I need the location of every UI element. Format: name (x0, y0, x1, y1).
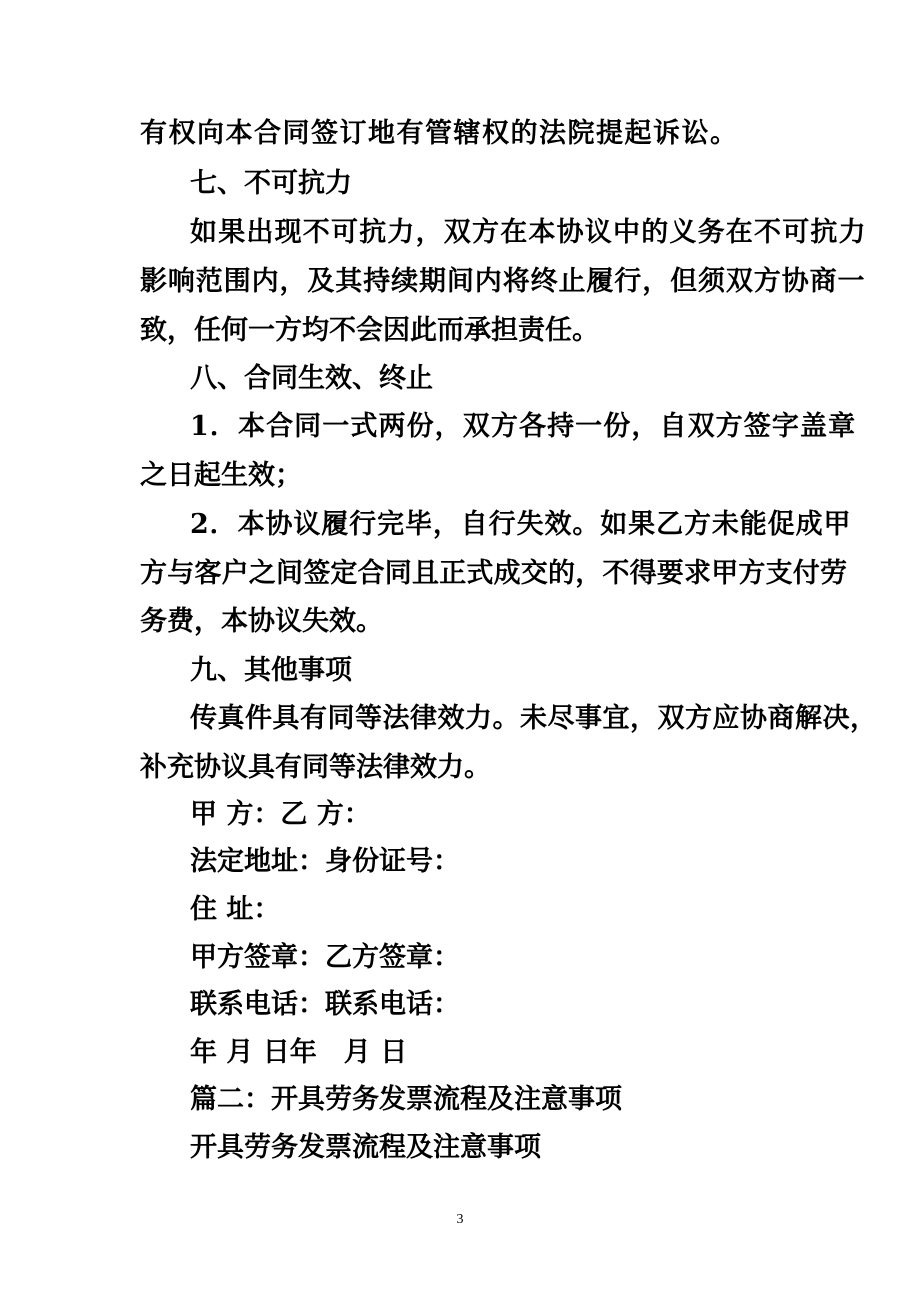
text-line-clause-2-c: 务费，本协议失效。 (140, 606, 383, 637)
text-line-court-clause: 有权向本合同签订地有管辖权的法院提起诉讼。 (140, 118, 739, 149)
text-line-clause-2-b: 方与客户之间签定合同且正式成交的，不得要求甲方支付劳 (140, 558, 848, 589)
section-heading-effectiveness: 八、合同生效、终止 (190, 363, 433, 394)
text-line-clause-2-a: 2．本协议履行完毕，自行失效。如果乙方未能促成甲 (190, 509, 852, 540)
signature-address-id-labels: 法定地址：身份证号： (190, 846, 460, 877)
page-number: 3 (456, 1212, 464, 1227)
signature-residence-label: 住 址： (190, 894, 281, 925)
section-heading-force-majeure: 七、不可抗力 (190, 168, 352, 199)
text-line-force-majeure-2: 影响范围内，及其持续期间内将终止履行，但须双方协商一 (140, 266, 866, 297)
text-line-clause-1-a: 1．本合同一式两份，双方各持一份，自双方签字盖章 (190, 411, 857, 442)
article-two-title: 开具劳务发票流程及注意事项 (190, 1132, 541, 1163)
signature-party-labels: 甲 方：乙 方： (190, 799, 371, 830)
signature-seal-labels: 甲方签章：乙方签章： (190, 942, 460, 973)
article-two-heading: 篇二：开具劳务发票流程及注意事项 (190, 1084, 622, 1115)
text-line-other-1: 传真件具有同等法律效力。未尽事宜，双方应协商解决， (190, 703, 878, 734)
signature-phone-labels: 联系电话：联系电话： (190, 989, 460, 1020)
text-line-clause-1-b: 之日起生效； (140, 460, 302, 491)
text-line-force-majeure-3: 致，任何一方均不会因此而承担责任。 (140, 315, 599, 346)
signature-date-labels: 年 月 日年 月 日 (190, 1037, 408, 1068)
section-heading-other-matters: 九、其他事项 (190, 655, 352, 686)
text-line-force-majeure-1: 如果出现不可抗力，双方在本协议中的义务在不可抗力 (190, 217, 867, 248)
text-line-other-2: 补充协议具有同等法律效力。 (140, 752, 491, 783)
